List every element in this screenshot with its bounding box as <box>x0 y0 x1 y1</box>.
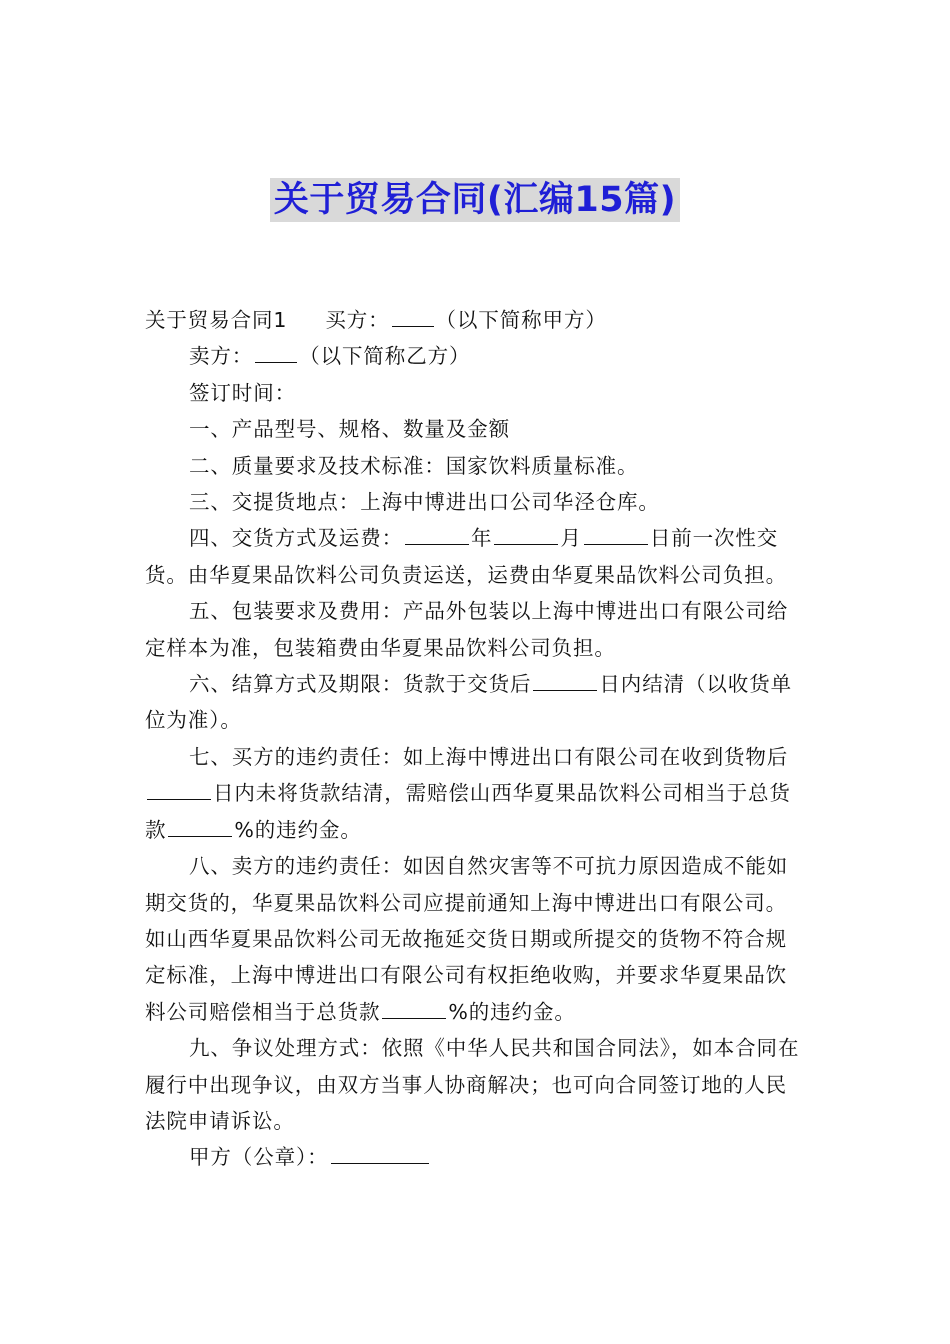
contract-heading: 关于贸易合同1 <box>145 308 288 332</box>
buyer-penalty-blank <box>168 816 232 837</box>
buyer-blank <box>392 306 434 327</box>
clause-2: 二、质量要求及技术标准：国家饮料质量标准。 <box>189 453 639 478</box>
clause-4-text-b: 日前一次性交货。由华夏果品饮料公司负责运送，运费由华夏果品饮料公司负担。 <box>145 526 787 587</box>
document-title: 关于贸易合同(汇编15篇) <box>270 178 680 222</box>
month-label: 月 <box>560 526 582 551</box>
clause-7 <box>145 739 807 848</box>
year-blank <box>405 524 469 545</box>
clause-8-text-b: %的违约金。 <box>448 999 576 1024</box>
clause-7-text-a: 七、买方的违约责任：如上海中博进出口有限公司在收到货物后 <box>189 744 789 769</box>
seller-label: 卖方： <box>189 344 254 369</box>
seller-blank <box>255 342 297 363</box>
seller-note: （以下简称乙方） <box>299 344 471 369</box>
clause-8-text-a: 八、卖方的违约责任：如因自然灾害等不可抗力原因造成不能如期交货的，华夏果品饮料公司应提前通知上海中博进出口有限公司。如山西华夏果品饮料公司无故拖延交货日期或所提交的货物不符合规定标准，上海中博进出口有限公司有权拒绝收购，并要求华夏果品饮料公司赔偿相当于总货款 <box>145 854 789 1024</box>
buyer-days-blank <box>147 779 211 800</box>
buyer-label: 买方： <box>325 308 390 332</box>
sign-time-line: 签订时间： <box>189 380 296 405</box>
seller-penalty-blank <box>382 998 446 1019</box>
clause-8 <box>145 848 807 1030</box>
heading-line <box>145 302 807 338</box>
clause-6-text-a: 六、结算方式及期限：货款于交货后 <box>189 672 532 697</box>
month-blank <box>494 524 558 545</box>
title-block <box>0 178 950 222</box>
party-a-seal-line <box>145 1139 807 1175</box>
clause-7-text-c: %的违约金。 <box>234 817 362 842</box>
clause-6-text-b: 日内结清（以收货单位为准）。 <box>145 672 793 733</box>
clause-1: 一、产品型号、规格、数量及金额 <box>189 417 510 442</box>
party-a-seal-blank <box>331 1143 429 1164</box>
party-a-seal-label: 甲方（公章）： <box>189 1145 329 1170</box>
year-label: 年 <box>471 526 493 551</box>
clause-6 <box>145 666 807 739</box>
payment-days-blank <box>533 670 597 691</box>
clause-4-text-a: 四、交货方式及运费： <box>189 526 403 551</box>
day-blank <box>584 524 648 545</box>
buyer-note: （以下简称甲方） <box>435 308 607 332</box>
clause-3: 三、交提货地点：上海中博进出口公司华泾仓库。 <box>189 490 660 515</box>
clause-9: 九、争议处理方式：依照《中华人民共和国合同法》，如本合同在履行中出现争议，由双方当事人协商解决；也可向合同签订地的人民法院申请诉讼。 <box>145 1036 800 1133</box>
clause-5: 五、包装要求及费用：产品外包装以上海中博进出口有限公司给定样本为准，包装箱费由华夏果品饮料公司负担。 <box>145 599 789 660</box>
seller-line <box>145 338 807 374</box>
clause-7-text-b: 日内未将货款结清，需赔偿山西华夏果品饮料公司相当于总货款 <box>145 781 791 842</box>
contract-body <box>145 302 807 1176</box>
clause-4 <box>145 520 807 593</box>
